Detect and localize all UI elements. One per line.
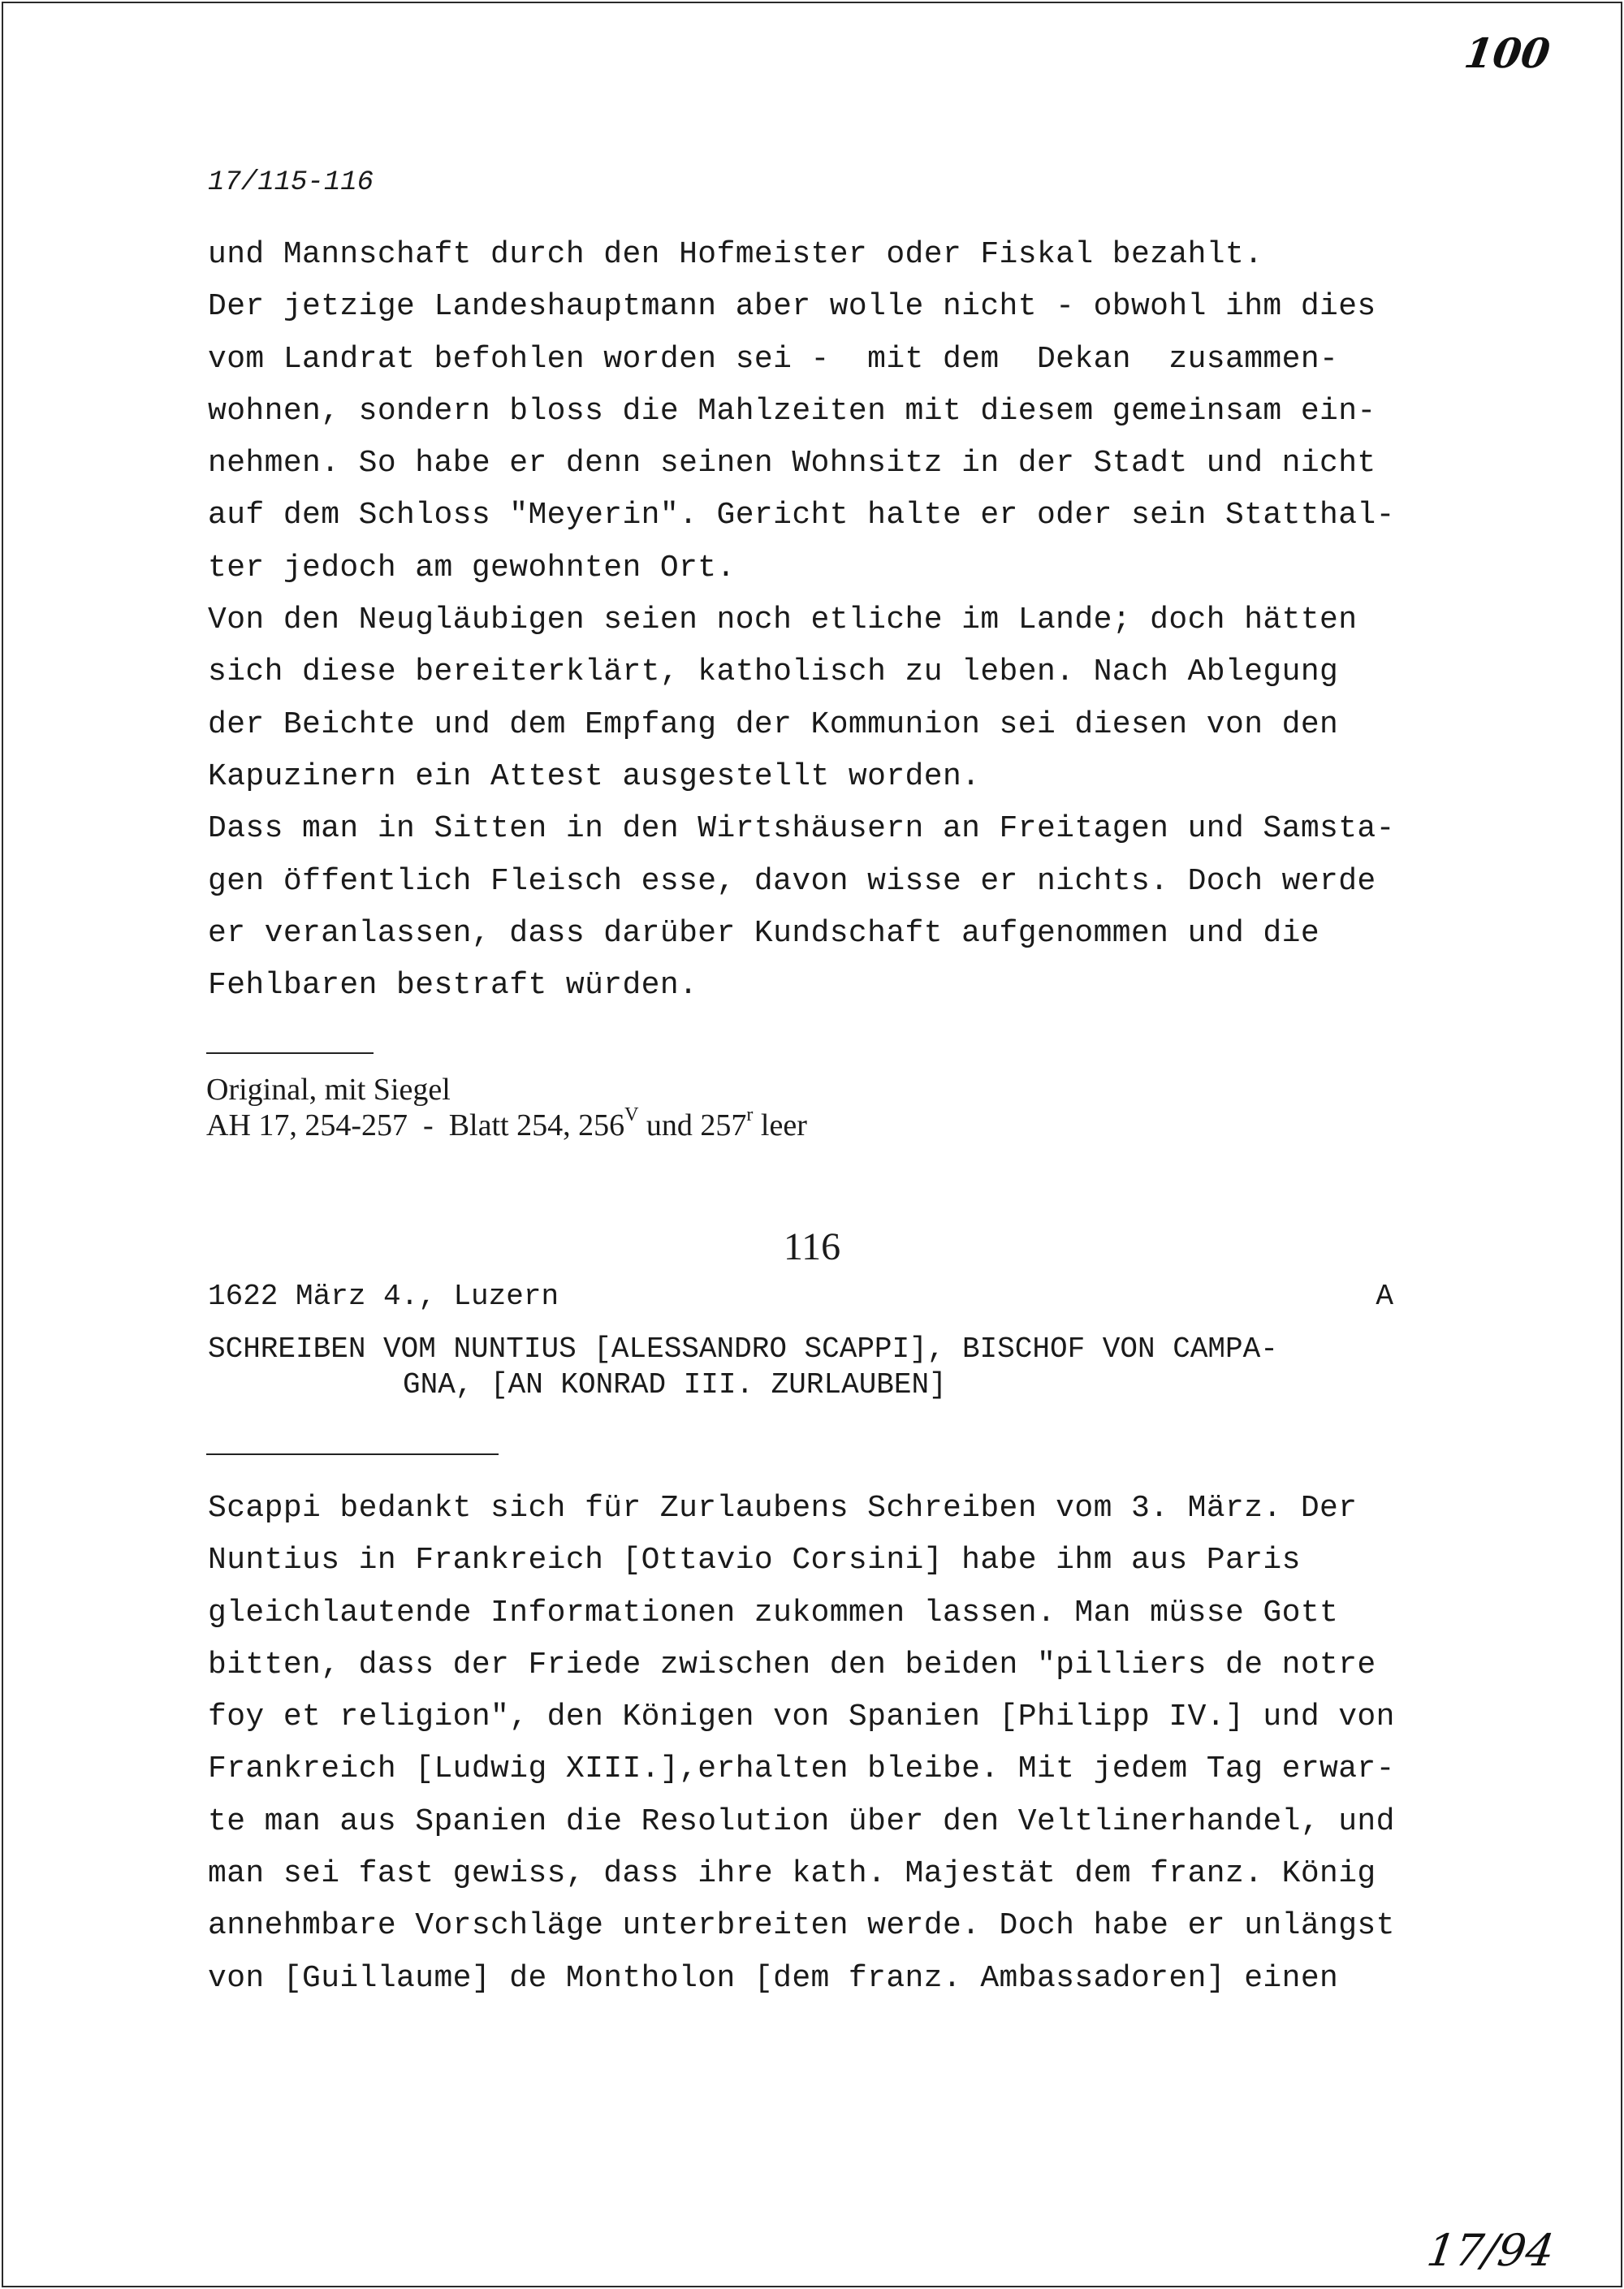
entry-number: 116 <box>783 1225 841 1268</box>
text-line: Der jetzige Landeshauptmann aber wolle nicht - obwohl ihm dies <box>208 289 1376 325</box>
text-line: nehmen. So habe er denn seinen Wohnsitz in der Stadt und nicht <box>208 446 1376 482</box>
text-line: Von den Neugläubigen seien noch etliche im Lande; doch hätten <box>208 602 1358 638</box>
entry-summary-text <box>208 1483 1458 2005</box>
text-line: vom Landrat befohlen worden sei - mit dem Dekan zusammen- <box>208 341 1339 377</box>
text-line: auf dem Schloss "Meyerin". Gericht halte er oder sein Statthal- <box>208 498 1395 533</box>
entry-title-line: SCHREIBEN VOM NUNTIUS [ALESSANDRO SCAPPI], BISCHOF VON CAMPA- <box>208 1332 1278 1366</box>
text-line: wohnen, sondern bloss die Mahlzeiten mit diesem gemeinsam ein- <box>208 393 1376 429</box>
source-note-line: Original, mit Siegel <box>206 1073 451 1107</box>
entry-date-place: 1622 März 4., Luzern <box>208 1280 559 1313</box>
reference-number: 17/115-116 <box>208 167 374 198</box>
text-line: foy et religion", den Königen von Spanien [Philipp IV.] und von <box>208 1699 1395 1735</box>
entry-type-code: A <box>1376 1280 1393 1313</box>
source-note <box>206 1072 807 1143</box>
text-line: ter jedoch am gewohnten Ort. <box>208 550 736 585</box>
text-line: Kapuzinern ein Attest ausgestellt worden. <box>208 758 981 794</box>
footnote-divider <box>206 1052 374 1054</box>
text-line: bitten, dass der Friede zwischen den beiden "pilliers de notre <box>208 1647 1376 1682</box>
text-line: gleichlautende Informationen zukommen lassen. Man müsse Gott <box>208 1595 1339 1630</box>
entry-header <box>208 1280 1393 1313</box>
text-line: er veranlassen, dass darüber Kundschaft aufgenommen und die <box>208 915 1320 951</box>
text-line: Dass man in Sitten in den Wirtshäusern an Freitagen und Samsta- <box>208 811 1395 847</box>
text-line: gen öffentlich Fleisch esse, davon wisse er nichts. Doch werde <box>208 863 1376 899</box>
text-line: te man aus Spanien die Resolution über den Veltlinerhandel, und <box>208 1803 1395 1839</box>
source-note-line: AH 17, 254-257 - Blatt 254, $256^V$ und 257$^r$ leer <box>206 1104 807 1142</box>
text-line: Scappi bedankt sich für Zurlaubens Schreiben vom 3. März. Der <box>208 1491 1358 1526</box>
continuation-text <box>208 229 1458 1012</box>
handwritten-archive-mark: 17/94 <box>1423 2225 1558 2276</box>
text-line: man sei fast gewiss, dass ihre kath. Majestät dem franz. König <box>208 1856 1376 1892</box>
text-line: Nuntius in Frankreich [Ottavio Corsini] habe ihm aus Paris <box>208 1543 1301 1579</box>
text-line: der Beichte und dem Empfang der Kommunion sei diesen von den <box>208 706 1339 742</box>
text-line: sich diese bereiterklärt, katholisch zu leben. Nach Ablegung <box>208 654 1339 690</box>
text-line: und Mannschaft durch den Hofmeister oder Fiskal bezahlt. <box>208 237 1263 272</box>
text-line: Frankreich [Ludwig XIII.],erhalten bleibe. Mit jedem Tag erwar- <box>208 1751 1395 1787</box>
text-line: von [Guillaume] de Montholon [dem franz. Ambassadoren] einen <box>208 1960 1339 1996</box>
entry-title-line: GNA, [AN KONRAD III. ZURLAUBEN] <box>403 1368 947 1401</box>
text-line: annehmbare Vorschläge unterbreiten werde. Doch habe er unlängst <box>208 1908 1395 1944</box>
handwritten-folio-number: 100 <box>1461 29 1553 77</box>
entry-title <box>208 1332 1426 1403</box>
title-divider <box>206 1453 499 1455</box>
text-line: Fehlbaren bestraft würden. <box>208 968 698 1004</box>
